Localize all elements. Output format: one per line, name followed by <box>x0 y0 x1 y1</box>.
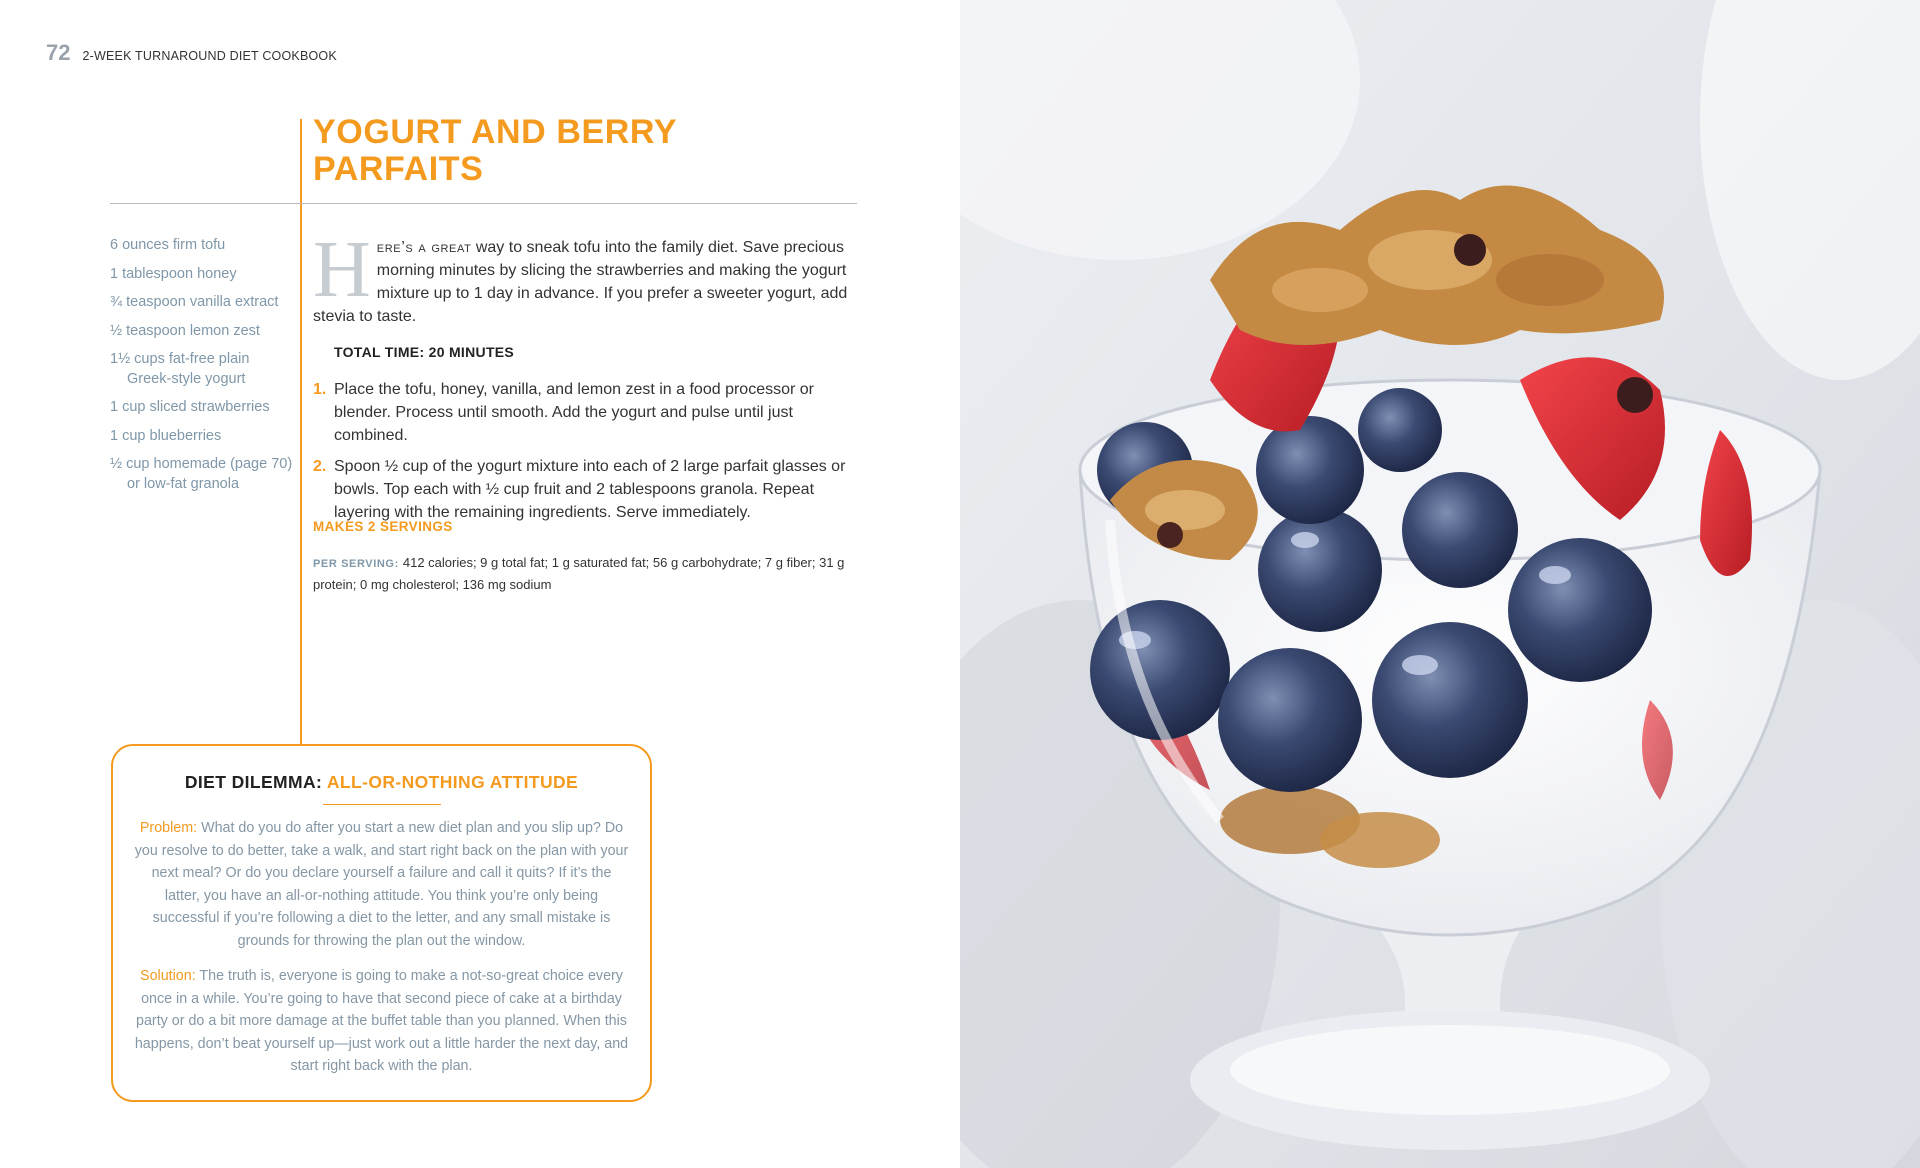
title-divider <box>110 203 857 204</box>
intro-text: way to sneak tofu into the family diet. Save precious morning minutes by slicing the strawberries and making the yogurt mixture up to 1 day in advance. If you prefer a sweeter yogurt, add stevia to taste. <box>313 239 848 325</box>
dilemma-title-prefix: DIET DILEMMA: <box>184 772 323 792</box>
step-text: Spoon ½ cup of the yogurt mixture into each of 2 large parfait glasses or bowls. Top each with ½ cup fruit and 2 tablespoons granola. Repeat layering with the remaining ingredients. Serve immediately. <box>334 458 846 521</box>
problem-label: Problem: <box>139 820 198 836</box>
step-number: 1. <box>313 381 327 398</box>
ingredient-item: 1½ cups fat-free plain Greek-style yogurt <box>110 351 250 387</box>
problem-text: What do you do after you start a new diet plan and you slip up? Do you resolve to do better, take a walk, and start right back on the plan with your next meal? Or do you declare yourself a failure and call it quits? If it’s the latter, you have an all-or-nothing attitude. You think you’re only being successful if you’re following a diet to the letter, and any small mistake is grounds for throwing the plan out the window. <box>134 820 629 949</box>
step-text: Place the tofu, honey, vanilla, and lemon zest in a food processor or blender. Process until smooth. Add the yogurt and pulse until just combined. <box>334 381 814 444</box>
vertical-accent-rule <box>300 119 302 745</box>
ingredient-item: 6 ounces firm tofu <box>110 237 226 253</box>
dilemma-title-accent: ALL-OR-NOTHING ATTITUDE <box>326 772 579 792</box>
nutrition-info <box>313 553 858 594</box>
drop-cap: H <box>313 226 371 314</box>
parfait-photo <box>960 0 1920 1168</box>
ingredient-item: ¾ teaspoon vanilla extract <box>110 294 279 310</box>
recipe-title: YOGURT AND BERRY PARFAITS <box>313 113 677 188</box>
recipe-step <box>313 455 858 524</box>
dilemma-problem <box>133 817 630 952</box>
dilemma-title <box>133 772 630 793</box>
ingredient-list <box>110 236 295 503</box>
ingredient-item: 1 tablespoon honey <box>110 265 237 282</box>
nutrition-label: PER SERVING: <box>313 558 399 570</box>
diet-dilemma-box <box>111 744 652 1102</box>
solution-text: The truth is, everyone is going to make a not-so-great choice every once in a while. You’re going to have that second piece of cake at a birthday party or do a bit more damage at the buffet table than you planned. When this happens, don’t beat yourself up—just work out a little harder the next day, and start right back with the plan. <box>134 968 629 1074</box>
recipe-intro <box>313 226 858 328</box>
page-number: 72 <box>46 40 71 65</box>
nutrition-text: 412 calories; 9 g total fat; 1 g saturated fat; 56 g carbohydrate; 7 g fiber; 31 g protein; 0 mg cholesterol; 136 mg sodium <box>313 555 845 592</box>
total-time-label: TOTAL TIME: <box>334 344 425 360</box>
dilemma-solution <box>133 965 630 1078</box>
ingredient-item: ½ teaspoon lemon zest <box>110 322 260 339</box>
book-title: 2-WEEK TURNAROUND DIET COOKBOOK <box>82 49 337 63</box>
recipe-steps <box>313 378 858 532</box>
ingredient-item: 1 cup sliced strawberries <box>110 399 270 415</box>
parfait-illustration <box>960 0 1920 1168</box>
total-time <box>334 344 514 360</box>
ingredient-item: 1 cup blueberries <box>110 427 222 444</box>
dilemma-divider <box>323 804 441 805</box>
solution-label: Solution: <box>140 968 196 984</box>
ingredient-item: ½ cup homemade (page 70) or low-fat granola <box>110 456 293 492</box>
running-header <box>46 40 337 66</box>
servings-yield: MAKES 2 SERVINGS <box>313 519 453 534</box>
recipe-step <box>313 378 858 447</box>
step-number: 2. <box>313 458 327 475</box>
total-time-value: 20 MINUTES <box>428 344 515 360</box>
intro-lead-in: ere’s a great <box>376 239 472 256</box>
